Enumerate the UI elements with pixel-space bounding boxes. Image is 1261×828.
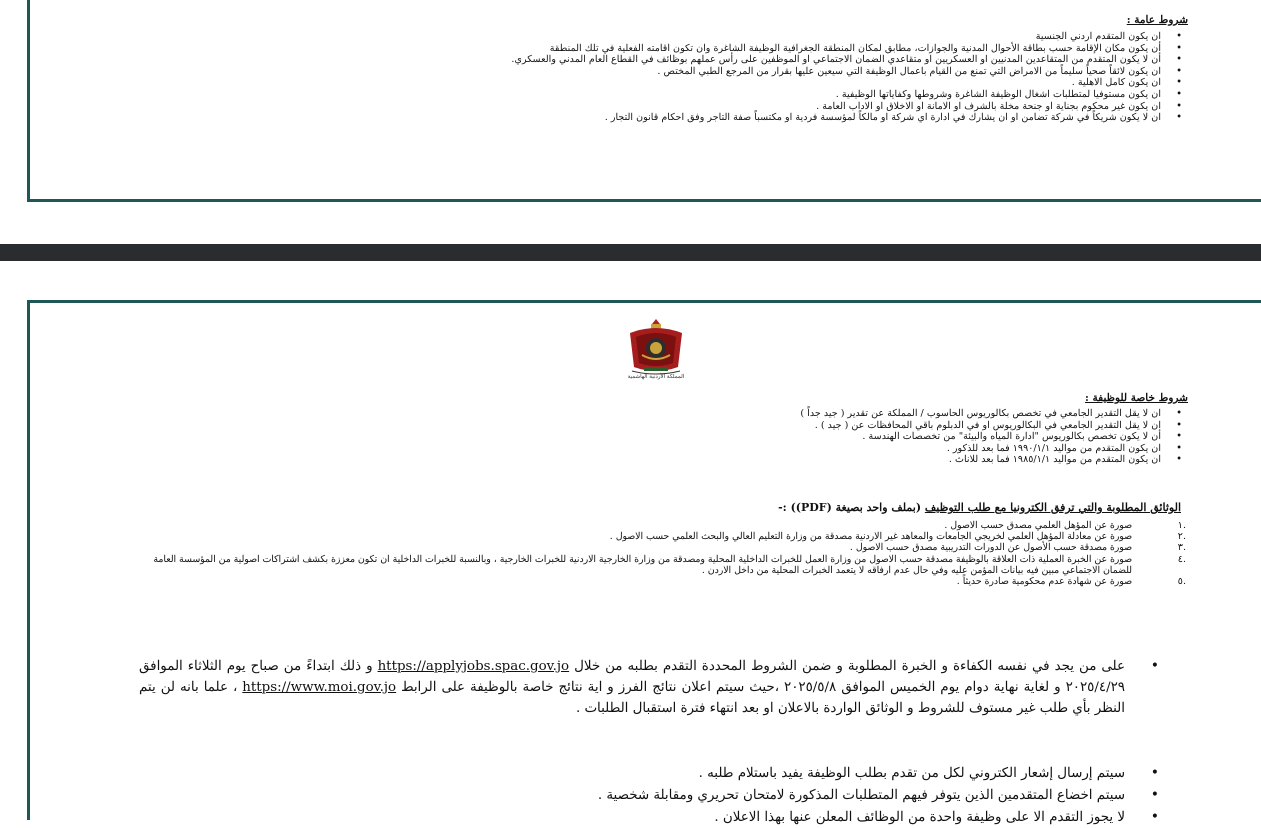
list-item: • ان يكون غير محكوم بجناية او جنحة مخلة بالشرف او الامانة او الاخلاق او الاداب العامة . bbox=[511, 101, 1188, 113]
documents-heading-main: الوثائق المطلوبة والتي ترفق الكترونيا مع طلب التوظيف bbox=[924, 501, 1181, 514]
notes-list bbox=[139, 763, 1159, 828]
document-page-2 bbox=[27, 300, 1261, 825]
list-item: • ان يكون المتقدم اردني الجنسية bbox=[511, 31, 1188, 43]
list-item: • ان يكون مستوفيا لمتطلبات اشغال الوظيفة الشاغرة وشروطها وكفاياتها الوظيفية . bbox=[511, 89, 1188, 101]
special-conditions-list bbox=[800, 408, 1188, 466]
list-item: • على من يجد في نفسه الكفاءة و الخبرة المطلوبة و ضمن الشروط المحددة التقدم بطلبه من خلال https://applyjobs.spac.gov.jo و ذلك ابتداءً من صباح يوم الثلاثاء الموافق ٢٠٢٥/٤/٢٩ و لغاية نهاية دوام يوم الخميس الموافق ٢٠٢٥/٥/٨ ،حيث سيتم اعلان نتائج الفرز و اية نتائج خاصة بالوظيفة على الرابط https://www.moi.gov.jo ، علما بانه لن يتم النظر بأي طلب غير مستوف للشروط و الوثائق الواردة بالاعلان او بعد انتهاء فترة استقبال الطلبات . bbox=[139, 656, 1159, 719]
general-conditions-list bbox=[511, 31, 1188, 124]
item-number: .١ bbox=[1177, 520, 1186, 531]
application-paragraph bbox=[139, 656, 1159, 719]
special-conditions-heading: شروط خاصة للوظيفة : bbox=[1084, 392, 1188, 404]
list-item: • ان لا يقل التقدير الجامعي في تخصص بكالوريوس الحاسوب / المملكة عن تقدير ( جيد جداً ) bbox=[800, 408, 1188, 420]
page-separator bbox=[0, 244, 1261, 261]
list-item: .٥ صورة عن شهادة عدم محكومية صادرة حديثاً . bbox=[956, 576, 1186, 588]
list-item: .٢ صورة عن معادلة المؤهل العلمي لخريجي الجامعات والمعاهد غير الاردنية مصدقة من وزارة التعليم العالي والبحث العلمي حسب الاصول . bbox=[609, 531, 1186, 543]
apply-link[interactable]: https://applyjobs.spac.gov.jo bbox=[377, 659, 570, 674]
list-item: • أن لا يكون تخصص بكالوريوس "ادارة المياه والبيئة" من تخصصات الهندسة . bbox=[800, 431, 1188, 443]
list-item: • ان لا يكون شريكاً في شركة تضامن او ان يشارك في ادارة اي شركة او مالكاً لمؤسسة فردية او مكتسباً صفة التاجر وفق احكام قانون التجار . bbox=[511, 112, 1188, 124]
general-conditions-heading: شروط عامة : bbox=[1126, 14, 1188, 26]
list-item: .٤ صورة عن الخبرة العملية ذات العلاقة بالوظيفة مصدقة حسب الاصول من وزارة العمل للخبرات الداخلية المحلية ومصدقة من وزارة الخارجية الاردنية للخبرات الخارجية ، وبالنسبة للخبرات الداخلية ان تكون معززة بكشف اشتراكات اصولية من المؤسسة العامة للضمان الاجتماعي مبين فيه بيانات المؤمن عليه وفي حال عدم ارفاقه لا يتعمد الخبرات المحلية من داخل الاردن . bbox=[153, 553, 1186, 576]
list-item: • ان يكون كامل الاهلية . bbox=[511, 77, 1188, 89]
list-item: • أن يكون مكان الإقامة حسب بطاقة الأحوال المدنية والجوازات، مطابق لمكان المنطقة الجغرافية الوظيفة الشاغرة وان تكون اقامته الفعلية في تلك المنطقة bbox=[511, 43, 1188, 55]
documents-heading-note: (بملف واحد بصيغة (PDF)) :- bbox=[778, 501, 922, 514]
list-item: • ان يكون لائقاً صحياً سليماً من الامراض التي تمنع من القيام باعمال الوظيفة التي سيعين عليها بقرار من المرجع الطبي المختص . bbox=[511, 66, 1188, 78]
item-number: .٥ bbox=[1177, 576, 1186, 588]
item-number: .٣ bbox=[1177, 542, 1186, 554]
list-item: • سيتم إرسال إشعار الكتروني لكل من تقدم بطلب الوظيفة يفيد باستلام طلبه . bbox=[139, 763, 1159, 784]
item-number: .٤ bbox=[1177, 553, 1186, 565]
crest-caption: المملكة الأردنية الهاشمية bbox=[627, 374, 685, 380]
list-item: • سيتم اخضاع المتقدمين الذين يتوفر فيهم المتطلبات المذكورة لامتحان تحريري ومقابلة شخصية . bbox=[139, 785, 1159, 806]
list-item: • لا يجوز التقدم الا على وظيفة واحدة من الوظائف المعلن عنها بهذا الاعلان . bbox=[139, 807, 1159, 828]
list-item: • ان يكون المتقدم من مواليد ١٩٨٥/١/١ فما بعد للاناث . bbox=[800, 454, 1188, 466]
document-page-1 bbox=[27, 0, 1261, 202]
documents-heading bbox=[778, 501, 1181, 514]
list-item: • ان لا يقل التقدير الجامعي في البكالوريوس او في الدبلوم باقي المحافظات عن ( جيد ) . bbox=[800, 420, 1188, 432]
list-item: • أن لا يكون المتقدم من المتقاعدين المدنيين او العسكريين او متقاعدي الضمان الاجتماعي او الموظفين على رأس عملهم بوظائف في القطاع العام المدني والعسكري. bbox=[511, 54, 1188, 66]
item-number: .٢ bbox=[1177, 531, 1186, 543]
moi-link[interactable]: https://www.moi.gov.jo bbox=[242, 680, 397, 695]
documents-list bbox=[132, 520, 1188, 587]
list-item: .١ صورة عن المؤهل العلمي مصدق حسب الاصول . bbox=[944, 520, 1186, 531]
list-item: .٣ صورة مصدقة حسب الأصول عن الدورات التدريبية مصدق حسب الاصول . bbox=[849, 542, 1186, 554]
list-item: • ان يكون المتقدم من مواليد ١٩٩٠/١/١ فما بعد للذكور . bbox=[800, 443, 1188, 455]
